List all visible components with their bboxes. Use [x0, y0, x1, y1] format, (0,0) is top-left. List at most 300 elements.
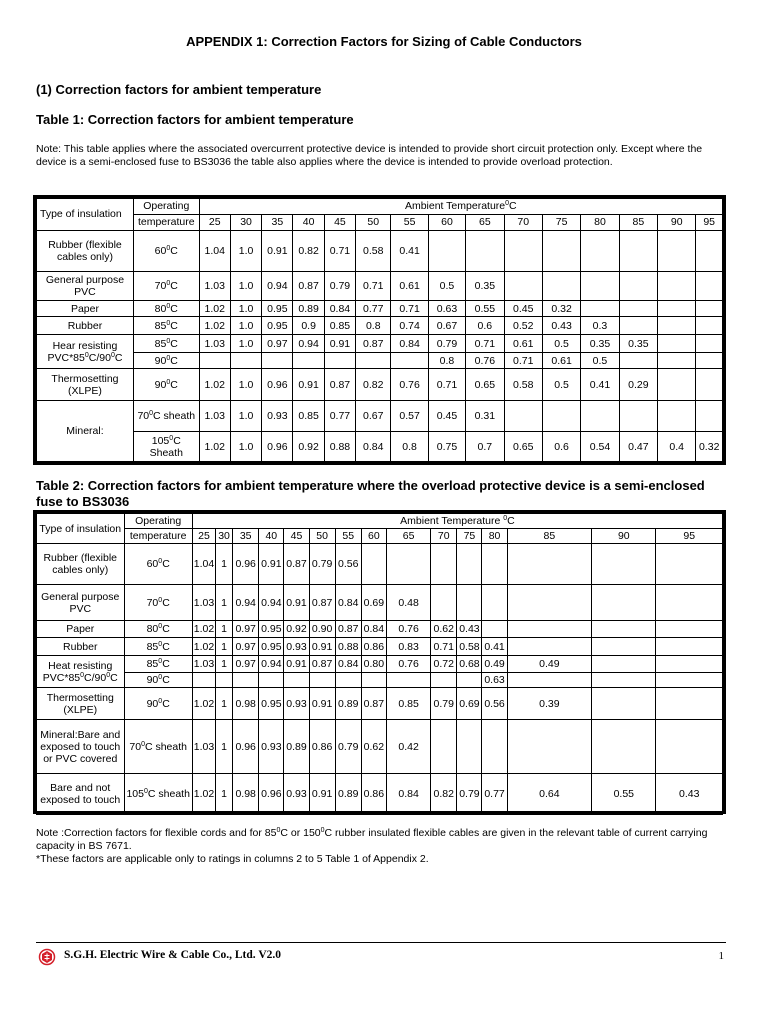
- table1-value-cell: 0.96: [262, 432, 293, 462]
- table2-value-cell: [361, 544, 386, 585]
- table1-operating-cell: $70^0C$ sheath: [133, 401, 199, 432]
- table1-value-cell: 0.77: [356, 301, 391, 317]
- table2-row: [37, 688, 723, 720]
- table1-header-temperature: temperature: [133, 214, 199, 230]
- table2-value-cell: [507, 673, 591, 688]
- table2-value-cell: 0.97: [233, 638, 259, 656]
- table2-value-cell: 0.91: [284, 585, 309, 621]
- table1-value-cell: 0.96: [262, 369, 293, 401]
- table2-value-cell: [386, 544, 430, 585]
- table2: [36, 513, 723, 815]
- table2-value-cell: 0.56: [482, 688, 507, 720]
- table1-value-cell: [466, 230, 504, 272]
- table2-value-cell: 0.97: [233, 656, 259, 673]
- table2-value-cell: 0.84: [361, 621, 386, 638]
- table1-value-cell: [542, 401, 580, 432]
- table1-temp-header: 35: [262, 214, 293, 230]
- table1-value-cell: 0.95: [262, 301, 293, 317]
- table2-value-cell: 0.63: [482, 673, 507, 688]
- table2-value-cell: 0.93: [284, 774, 309, 815]
- table1-value-cell: [658, 369, 696, 401]
- table1-value-cell: 1.04: [199, 230, 230, 272]
- table1-value-cell: 1.03: [199, 335, 230, 353]
- table2-insulation-cell: Bare and not exposed to touch: [37, 774, 125, 815]
- table2-value-cell: [284, 673, 309, 688]
- table1-value-cell: 0.85: [324, 317, 355, 335]
- table1-value-cell: [428, 230, 465, 272]
- table2-value-cell: 0.89: [335, 688, 361, 720]
- table2-value-cell: 0.98: [233, 774, 259, 815]
- table2-temp-header: 40: [259, 529, 284, 544]
- table1-value-cell: 0.8: [428, 353, 465, 369]
- table2-operating-cell: $85^0C$: [124, 656, 192, 673]
- table2-frame: [33, 510, 726, 814]
- table1-temp-header: 30: [230, 214, 261, 230]
- table1-value-cell: 0.57: [391, 401, 428, 432]
- table1-value-cell: 0.61: [504, 335, 542, 353]
- table1-value-cell: 0.95: [262, 317, 293, 335]
- table1-value-cell: 0.7: [466, 432, 504, 462]
- table2-value-cell: [482, 621, 507, 638]
- table2-value-cell: [507, 638, 591, 656]
- table1-temp-header: 55: [391, 214, 428, 230]
- table2-value-cell: 0.98: [233, 688, 259, 720]
- table1-value-cell: 0.71: [356, 272, 391, 301]
- table2-value-cell: 0.95: [259, 638, 284, 656]
- table2-value-cell: 0.95: [259, 621, 284, 638]
- table1-value-cell: 0.87: [293, 272, 324, 301]
- table2-header-operating: Operating: [124, 514, 192, 529]
- table1-value-cell: 0.87: [324, 369, 355, 401]
- table2-value-cell: 0.84: [335, 585, 361, 621]
- table2-value-cell: [656, 688, 723, 720]
- table1-value-cell: 0.84: [356, 432, 391, 462]
- table2-insulation-cell: Paper: [37, 621, 125, 638]
- table1-value-cell: 0.82: [293, 230, 324, 272]
- table1-value-cell: 0.5: [581, 353, 619, 369]
- table1-row: [37, 353, 723, 369]
- table2-value-cell: [482, 585, 507, 621]
- table2-insulation-cell: Mineral:Bare and exposed to touch or PVC covered: [37, 720, 125, 774]
- table1-value-cell: 0.58: [504, 369, 542, 401]
- table1-header-row: [37, 199, 723, 215]
- table1-value-cell: [696, 272, 723, 301]
- table2-value-cell: 0.55: [592, 774, 656, 815]
- table1-value-cell: 0.6: [466, 317, 504, 335]
- table1-value-cell: [504, 272, 542, 301]
- table1-value-cell: [658, 317, 696, 335]
- table2-value-cell: 0.96: [233, 544, 259, 585]
- table1-value-cell: 0.35: [619, 335, 657, 353]
- table1-value-cell: 1.02: [199, 301, 230, 317]
- table2-temp-header: 65: [386, 529, 430, 544]
- table2-value-cell: [592, 621, 656, 638]
- bottom-notes: [36, 827, 726, 866]
- table1-row: [37, 401, 723, 432]
- table2-operating-cell: $90^0C$: [124, 688, 192, 720]
- table1-value-cell: 0.47: [619, 432, 657, 462]
- table1-value-cell: 0.79: [324, 272, 355, 301]
- table1-value-cell: 0.71: [466, 335, 504, 353]
- table2-value-cell: [656, 656, 723, 673]
- table1-operating-cell: $80^0C$: [133, 301, 199, 317]
- table1-value-cell: 0.35: [466, 272, 504, 301]
- table2-value-cell: 0.56: [335, 544, 361, 585]
- table2-value-cell: 0.93: [284, 688, 309, 720]
- table2-value-cell: [592, 673, 656, 688]
- table2-operating-cell: $70^0C$ sheath: [124, 720, 192, 774]
- table1-value-cell: 1.0: [230, 301, 261, 317]
- table2-temp-header: 80: [482, 529, 507, 544]
- table2-value-cell: 1.02: [192, 774, 215, 815]
- table2-value-cell: [592, 544, 656, 585]
- table1-value-cell: 0.84: [324, 301, 355, 317]
- table1-value-cell: 0.58: [356, 230, 391, 272]
- table1-value-cell: 0.31: [466, 401, 504, 432]
- table1-value-cell: 0.63: [428, 301, 465, 317]
- table1-value-cell: 0.61: [542, 353, 580, 369]
- table2-value-cell: [656, 720, 723, 774]
- table1-value-cell: 0.67: [356, 401, 391, 432]
- table2-value-cell: 0.93: [259, 720, 284, 774]
- table2-value-cell: [656, 544, 723, 585]
- table2-value-cell: 1: [216, 688, 233, 720]
- table1-value-cell: 0.79: [428, 335, 465, 353]
- table2-value-cell: 1: [216, 585, 233, 621]
- table2-row: [37, 673, 723, 688]
- table2-value-cell: [592, 656, 656, 673]
- table1-value-cell: [696, 369, 723, 401]
- table1-value-cell: 0.94: [293, 335, 324, 353]
- table1-row: [37, 369, 723, 401]
- table2-temp-header: 60: [361, 529, 386, 544]
- footer-company: S.G.H. Electric Wire & Cable Co., Ltd. V2.0: [64, 949, 282, 961]
- table2-value-cell: 1.03: [192, 585, 215, 621]
- table2-value-cell: [386, 673, 430, 688]
- table1-value-cell: 0.4: [658, 432, 696, 462]
- table1-temp-header: 25: [199, 214, 230, 230]
- table1-value-cell: 0.76: [466, 353, 504, 369]
- table1-value-cell: 0.52: [504, 317, 542, 335]
- page-number: 1: [718, 950, 724, 962]
- table2-value-cell: [592, 585, 656, 621]
- table1: [36, 198, 723, 462]
- table1-value-cell: 0.43: [542, 317, 580, 335]
- table2-value-cell: 0.76: [386, 621, 430, 638]
- table1-temp-header: 75: [542, 214, 580, 230]
- table2-value-cell: 0.64: [507, 774, 591, 815]
- table2-value-cell: 0.95: [259, 688, 284, 720]
- table1-value-cell: 0.71: [504, 353, 542, 369]
- table2-value-cell: 0.87: [335, 621, 361, 638]
- table2-row: [37, 621, 723, 638]
- table1-temp-header: 85: [619, 214, 657, 230]
- table2-row: [37, 585, 723, 621]
- table2-operating-cell: $90^0C$: [124, 673, 192, 688]
- table1-insulation-cell: Rubber (flexible cables only): [37, 230, 134, 272]
- table2-value-cell: [592, 638, 656, 656]
- table1-value-cell: 0.41: [391, 230, 428, 272]
- table2-value-cell: 1: [216, 638, 233, 656]
- table2-value-cell: 0.94: [233, 585, 259, 621]
- table1-value-cell: 0.93: [262, 401, 293, 432]
- table2-value-cell: 0.43: [457, 621, 482, 638]
- table1-value-cell: [581, 401, 619, 432]
- table1-row: [37, 272, 723, 301]
- table2-value-cell: 0.68: [457, 656, 482, 673]
- table1-temps-row: [37, 214, 723, 230]
- table2-temp-header: 70: [431, 529, 457, 544]
- table2-value-cell: [431, 585, 457, 621]
- table1-value-cell: [619, 317, 657, 335]
- table2-temp-header: 50: [309, 529, 335, 544]
- table1-frame: [33, 195, 726, 465]
- table2-row: [37, 544, 723, 585]
- table2-value-cell: [457, 544, 482, 585]
- table2-value-cell: 1.02: [192, 621, 215, 638]
- table2-value-cell: 0.58: [457, 638, 482, 656]
- table2-value-cell: 0.97: [233, 621, 259, 638]
- table2-value-cell: 0.41: [482, 638, 507, 656]
- table2-value-cell: 0.87: [309, 656, 335, 673]
- table1-value-cell: 0.91: [324, 335, 355, 353]
- page-title: APPENDIX 1: Correction Factors for Sizing of Cable Conductors: [186, 34, 582, 49]
- table1-value-cell: 1.02: [199, 432, 230, 462]
- table1-value-cell: 0.94: [262, 272, 293, 301]
- table1-value-cell: [658, 301, 696, 317]
- table1-value-cell: 1.0: [230, 230, 261, 272]
- table1-value-cell: 0.75: [428, 432, 465, 462]
- table1-insulation-cell: General purpose PVC: [37, 272, 134, 301]
- table2-value-cell: [309, 673, 335, 688]
- table2-value-cell: 1.04: [192, 544, 215, 585]
- table2-value-cell: 0.89: [284, 720, 309, 774]
- table1-value-cell: 0.6: [542, 432, 580, 462]
- table1-value-cell: [230, 353, 261, 369]
- table2-value-cell: [482, 544, 507, 585]
- table1-value-cell: [356, 353, 391, 369]
- table1-value-cell: 0.91: [262, 230, 293, 272]
- table2-value-cell: 0.96: [259, 774, 284, 815]
- table2-value-cell: [656, 621, 723, 638]
- table2-value-cell: [656, 673, 723, 688]
- table1-value-cell: 0.9: [293, 317, 324, 335]
- table2-value-cell: 0.71: [431, 638, 457, 656]
- table1-insulation-cell: Hear resisting $PVC*85^0C/90^0C$: [37, 335, 134, 369]
- table1-value-cell: [619, 353, 657, 369]
- table2-value-cell: 1: [216, 774, 233, 815]
- table2-value-cell: [216, 673, 233, 688]
- table2-value-cell: 0.83: [386, 638, 430, 656]
- table2-value-cell: [431, 673, 457, 688]
- table2-value-cell: 0.91: [309, 688, 335, 720]
- table1-value-cell: [293, 353, 324, 369]
- table2-value-cell: 0.84: [386, 774, 430, 815]
- table1-value-cell: [504, 401, 542, 432]
- table1-value-cell: 0.92: [293, 432, 324, 462]
- table1-operating-cell: $60^0C$: [133, 230, 199, 272]
- table1-value-cell: 1.0: [230, 317, 261, 335]
- table2-temp-header: 30: [216, 529, 233, 544]
- table2-value-cell: [431, 544, 457, 585]
- table1-value-cell: [619, 272, 657, 301]
- table2-operating-cell: $70^0C$: [124, 585, 192, 621]
- table1-value-cell: 0.76: [391, 369, 428, 401]
- table2-value-cell: [259, 673, 284, 688]
- table1-temp-header: 80: [581, 214, 619, 230]
- table2-value-cell: 0.90: [309, 621, 335, 638]
- footer-divider: [36, 942, 726, 943]
- table2-header-temperature: temperature: [124, 529, 192, 544]
- table1-temp-header: 95: [696, 214, 723, 230]
- table1-heading: Table 1: Correction factors for ambient temperature: [36, 112, 354, 127]
- table1-value-cell: 0.91: [293, 369, 324, 401]
- section-heading: (1) Correction factors for ambient temperature: [36, 82, 322, 97]
- table1-value-cell: [658, 335, 696, 353]
- table1-value-cell: [324, 353, 355, 369]
- table2-value-cell: 1.03: [192, 720, 215, 774]
- table2-row: [37, 720, 723, 774]
- table1-value-cell: 0.89: [293, 301, 324, 317]
- table2-heading: Table 2: Correction factors for ambient temperature where the overload protective device is a semi-enclosed fuse to BS3036: [36, 478, 705, 509]
- table2-operating-cell: $80^0C$: [124, 621, 192, 638]
- table2-header-row: [37, 514, 723, 529]
- table2-value-cell: 0.42: [386, 720, 430, 774]
- table1-value-cell: 1.0: [230, 369, 261, 401]
- table2-operating-cell: $60^0C$: [124, 544, 192, 585]
- table1-value-cell: [199, 353, 230, 369]
- table1-value-cell: [619, 301, 657, 317]
- table2-value-cell: 1: [216, 621, 233, 638]
- table1-value-cell: 0.5: [542, 369, 580, 401]
- table1-value-cell: [696, 335, 723, 353]
- table2-value-cell: [431, 720, 457, 774]
- table2-insulation-cell: Rubber (flexible cables only): [37, 544, 125, 585]
- table1-value-cell: 1.02: [199, 317, 230, 335]
- table1-value-cell: 0.5: [542, 335, 580, 353]
- table2-value-cell: [507, 585, 591, 621]
- table2-header-ambient: Ambient Temperature $^0$C: [192, 514, 722, 529]
- table2-value-cell: 0.86: [361, 774, 386, 815]
- table1-value-cell: 0.82: [356, 369, 391, 401]
- table1-value-cell: 0.55: [466, 301, 504, 317]
- table2-value-cell: [233, 673, 259, 688]
- table2-value-cell: [361, 673, 386, 688]
- table1-temp-header: 50: [356, 214, 391, 230]
- table1-value-cell: 1.03: [199, 272, 230, 301]
- table1-value-cell: 0.8: [356, 317, 391, 335]
- bottom-note-2: *These factors are applicable only to ratings in columns 2 to 5 Table 1 of Appendix 2.: [36, 853, 429, 865]
- table2-value-cell: 0.79: [431, 688, 457, 720]
- table1-row: [37, 335, 723, 353]
- table1-temp-header: 45: [324, 214, 355, 230]
- table2-value-cell: 0.82: [431, 774, 457, 815]
- table1-value-cell: 0.97: [262, 335, 293, 353]
- table2-value-cell: 0.48: [386, 585, 430, 621]
- table2-temp-header: 55: [335, 529, 361, 544]
- table1-temp-header: 70: [504, 214, 542, 230]
- table2-value-cell: 0.87: [309, 585, 335, 621]
- table1-value-cell: 0.32: [696, 432, 723, 462]
- table2-value-cell: 0.91: [309, 638, 335, 656]
- table1-value-cell: 0.88: [324, 432, 355, 462]
- table2-value-cell: 0.39: [507, 688, 591, 720]
- table1-value-cell: 0.85: [293, 401, 324, 432]
- table2-value-cell: 0.94: [259, 656, 284, 673]
- table2-value-cell: 0.93: [284, 638, 309, 656]
- table1-value-cell: 0.71: [391, 301, 428, 317]
- table2-value-cell: [482, 720, 507, 774]
- table1-value-cell: [696, 230, 723, 272]
- table2-value-cell: [507, 544, 591, 585]
- table1-note: Note: This table applies where the associated overcurrent protective device is intended to provide short circuit protection only. Except where the device is a semi-enclosed fuse to BS3036 the table also applies where the device is intended to provide overload protection.: [36, 143, 703, 168]
- table2-value-cell: [592, 720, 656, 774]
- table1-value-cell: 0.65: [504, 432, 542, 462]
- table1-value-cell: 1.03: [199, 401, 230, 432]
- table2-value-cell: 0.94: [259, 585, 284, 621]
- table2-value-cell: 0.76: [386, 656, 430, 673]
- table2-value-cell: 1: [216, 720, 233, 774]
- table1-insulation-cell: Rubber: [37, 317, 134, 335]
- table2-value-cell: [192, 673, 215, 688]
- table1-value-cell: 0.71: [428, 369, 465, 401]
- table2-row: [37, 774, 723, 815]
- table1-value-cell: [619, 230, 657, 272]
- table2-value-cell: [457, 720, 482, 774]
- table1-operating-cell: $105^0C$ Sheath: [133, 432, 199, 462]
- table1-value-cell: 0.67: [428, 317, 465, 335]
- bottom-note-1: Note :Correction factors for flexible cords and for $85^0C$ or $150^0C$ rubber insulated flexible cables are given in the relevant table of current carrying capacity in BS 7671.: [36, 827, 708, 852]
- table2-value-cell: 0.62: [431, 621, 457, 638]
- table1-operating-cell: $85^0C$: [133, 335, 199, 353]
- table1-value-cell: [581, 301, 619, 317]
- table2-value-cell: 0.43: [656, 774, 723, 815]
- table1-value-cell: 1.0: [230, 335, 261, 353]
- table2-value-cell: 0.89: [335, 774, 361, 815]
- table1-temp-header: 65: [466, 214, 504, 230]
- table1-header-operating: Operating: [133, 199, 199, 215]
- table1-value-cell: 0.65: [466, 369, 504, 401]
- table2-value-cell: 1: [216, 656, 233, 673]
- table1-value-cell: 1.0: [230, 272, 261, 301]
- table1-value-cell: 0.29: [619, 369, 657, 401]
- table2-value-cell: [656, 585, 723, 621]
- table1-value-cell: 0.41: [581, 369, 619, 401]
- table2-value-cell: [656, 638, 723, 656]
- table1-row: [37, 432, 723, 462]
- table2-value-cell: 0.91: [309, 774, 335, 815]
- table1-value-cell: [658, 401, 696, 432]
- table1-value-cell: [581, 272, 619, 301]
- table2-value-cell: 0.88: [335, 638, 361, 656]
- table1-value-cell: [619, 401, 657, 432]
- table2-value-cell: 0.91: [284, 656, 309, 673]
- table1-row: [37, 301, 723, 317]
- table1-insulation-cell: Paper: [37, 301, 134, 317]
- table2-temp-header: 75: [457, 529, 482, 544]
- table2-insulation-cell: Rubber: [37, 638, 125, 656]
- table2-row: [37, 638, 723, 656]
- table1-temp-header: 90: [658, 214, 696, 230]
- table1-value-cell: [391, 353, 428, 369]
- table1-operating-cell: $90^0C$: [133, 353, 199, 369]
- table1-value-cell: 0.32: [542, 301, 580, 317]
- table1-value-cell: 1.0: [230, 432, 261, 462]
- table2-temps-row: [37, 529, 723, 544]
- table2-value-cell: 0.79: [335, 720, 361, 774]
- table2-row: [37, 656, 723, 673]
- table2-value-cell: 0.80: [361, 656, 386, 673]
